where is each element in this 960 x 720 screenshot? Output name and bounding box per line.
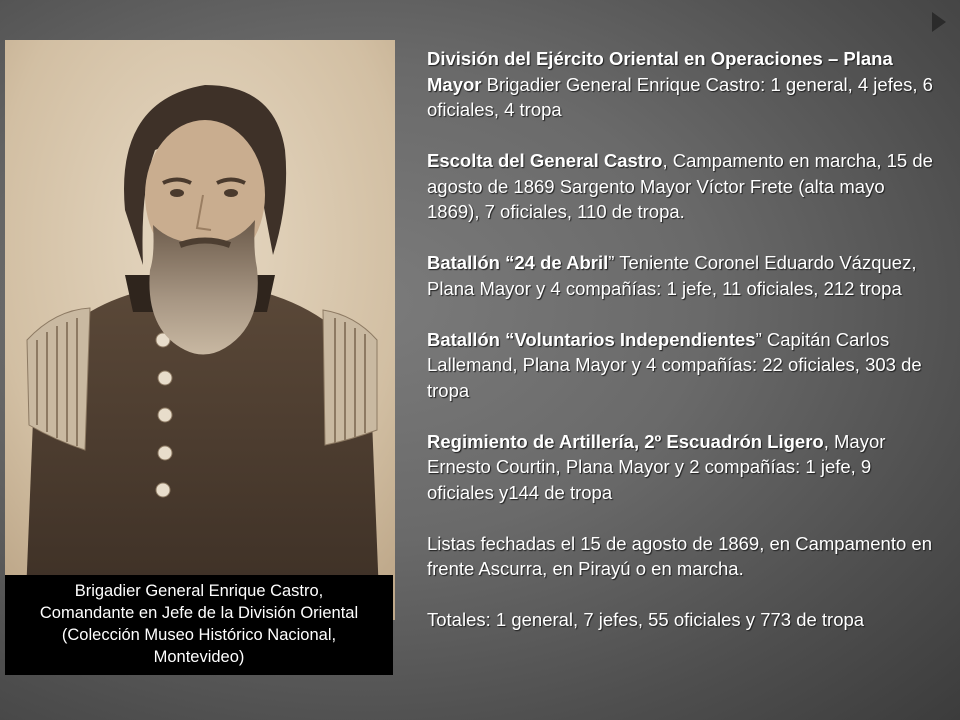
caption-line: (Colección Museo Histórico Nacional,: [61, 626, 337, 644]
photo-caption: [5, 575, 393, 675]
unit-entry: [427, 327, 939, 404]
portrait-photo: [5, 40, 395, 620]
unit-entry: [427, 148, 939, 225]
unit-entry: [427, 250, 939, 301]
lists-note: Listas fechadas el 15 de agosto de 1869, en Campamento en frente Ascurra, en Pirayú o en marcha.: [427, 532, 932, 579]
unit-entry: [427, 429, 939, 506]
portrait-illustration: [5, 40, 395, 620]
unit-title: Batallón “24 de Abril: [427, 252, 609, 273]
unit-details: ” Capitán Carlos Lallemand, Plana Mayor y 4 compañías: 22 oficiales, 303 de tropa: [427, 328, 922, 401]
unit-list: [427, 46, 939, 633]
unit-title: Batallón “Voluntarios Independientes: [427, 328, 756, 350]
unit-details: , Campamento en marcha, 15 de agosto de 1869 Sargento Mayor Víctor Frete (alta mayo 1869), 7 oficiales, 110 de tropa.: [427, 150, 933, 222]
caption-line: Montevideo): [153, 648, 245, 666]
caption-line: Comandante en Jefe de la División Oriental: [39, 604, 359, 622]
unit-details: , Mayor Ernesto Courtin, Plana Mayor y 2 compañías: 1 jefe, 9 oficiales y144 de tropa: [427, 430, 886, 503]
unit-title: División del Ejército Oriental en Operaciones – Plana Mayor: [427, 48, 893, 95]
unit-title: Regimiento de Artillería, 2º Escuadrón Ligero: [427, 430, 824, 452]
unit-entry: [427, 46, 939, 123]
unit-details: Brigadier General Enrique Castro: 1 general, 4 jefes, 6 oficiales, 4 tropa: [427, 73, 933, 120]
unit-title: Escolta del General Castro: [427, 150, 663, 171]
next-slide-arrow-icon[interactable]: [932, 12, 946, 32]
totals-note: Totales: 1 general, 7 jefes, 55 oficiales y 773 de tropa: [427, 609, 865, 630]
caption-line: Brigadier General Enrique Castro,: [74, 582, 324, 600]
unit-details: ” Teniente Coronel Eduardo Vázquez, Plana Mayor y 4 compañías: 1 jefe, 11 oficiales, 212 tropa: [427, 252, 917, 299]
